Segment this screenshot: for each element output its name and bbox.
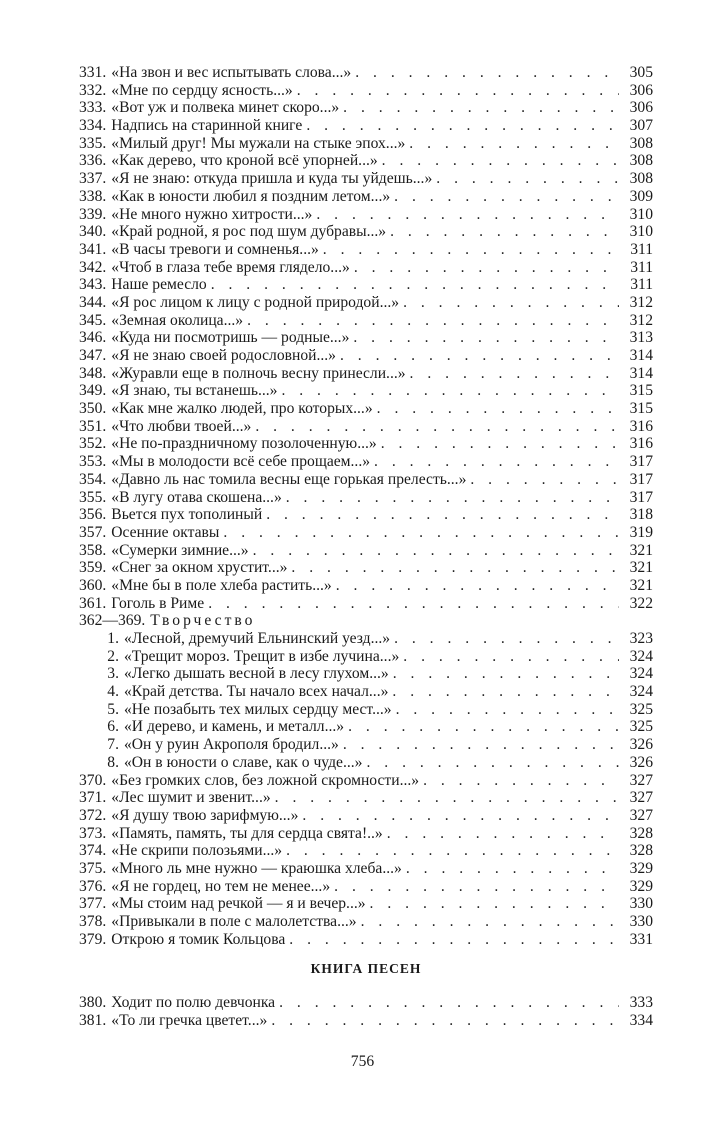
entry-number: 334.: [79, 117, 107, 135]
entry-page: 322: [629, 594, 653, 612]
entry-title: «Земная околица...»: [111, 311, 244, 329]
toc-entry: [79, 312, 653, 330]
entry-title: «Мне по сердцу ясность...»: [111, 81, 293, 99]
dot-leader: [343, 736, 619, 754]
entry-page: 326: [629, 736, 653, 754]
dot-leader: [286, 489, 619, 507]
page-number: 756: [350, 1053, 375, 1070]
entry-page: 321: [629, 576, 653, 594]
entry-page: 325: [629, 700, 653, 718]
dot-leader: [334, 878, 619, 896]
entry-page: 311: [630, 258, 653, 276]
entry-title: «Не скрипи полозьями...»: [111, 842, 283, 860]
entry-number: 6.: [107, 718, 119, 736]
entry-page: 317: [629, 470, 653, 488]
entry-title: «Я не гордец, но тем не менее...»: [111, 877, 331, 895]
toc-entry: [79, 701, 653, 719]
entry-number: 378.: [79, 913, 107, 930]
dot-leader: [208, 595, 619, 613]
dot-leader: [390, 223, 619, 241]
entry-page: 312: [629, 311, 653, 329]
dot-leader: [470, 471, 619, 489]
entry-page: 328: [629, 842, 653, 860]
entry-title: Вьется пух тополиный: [111, 506, 263, 524]
toc-entry: [79, 524, 653, 542]
dot-leader: [382, 152, 619, 170]
entry-page: 323: [629, 630, 653, 647]
dot-leader: [361, 913, 619, 931]
table-of-contents: [79, 64, 653, 1030]
entry-title: «Край родной, я рос под шум дубравы...»: [111, 223, 387, 241]
toc-entry: [79, 595, 653, 613]
entry-title: Творчество: [150, 612, 256, 630]
entry-title: «На звон и вес испытывать слова...»: [111, 64, 352, 81]
entry-number: 332.: [79, 81, 107, 99]
entry-title: «Память, память, ты для сердца свята!..»: [111, 824, 383, 842]
entry-number: 374.: [79, 842, 107, 860]
entry-title: «Я знаю, ты встанешь...»: [111, 382, 278, 400]
dot-leader: [366, 754, 619, 772]
dot-leader: [336, 577, 619, 595]
entry-number: 337.: [79, 170, 107, 188]
dot-leader: [377, 400, 619, 418]
toc-entry: [79, 188, 653, 206]
toc-entry: [79, 99, 653, 117]
toc-entry: [79, 994, 653, 1012]
entry-title: «Не по-праздничному позолоченную...»: [111, 435, 377, 453]
dot-leader: [403, 648, 619, 666]
dot-leader: [353, 329, 619, 347]
entry-title: «Привыкали в поле с малолетства...»: [111, 913, 357, 930]
entry-number: 361.: [79, 594, 107, 612]
dot-leader: [423, 772, 619, 790]
entry-number: 342.: [79, 258, 107, 276]
dot-leader: [271, 1012, 619, 1030]
dot-leader: [340, 347, 619, 365]
entry-page: 327: [629, 789, 653, 807]
entry-page: 317: [629, 453, 653, 471]
entry-title: Наше ремесло: [111, 276, 207, 294]
entry-page: 319: [629, 523, 653, 541]
dot-leader: [374, 453, 619, 471]
dot-leader: [253, 542, 619, 560]
toc-entry: [79, 913, 653, 931]
entry-page: 315: [629, 400, 653, 418]
toc-entry: [79, 435, 653, 453]
toc-list: [79, 64, 653, 948]
entry-number: 346.: [79, 329, 107, 347]
entry-title: Ходит по полю девчонка: [111, 994, 276, 1012]
entry-page: 308: [629, 152, 653, 170]
toc-entry: [79, 206, 653, 224]
entry-title: Осенние октавы: [111, 523, 220, 541]
toc-entry: [79, 665, 653, 683]
entry-page: 313: [629, 329, 653, 347]
dot-leader: [279, 994, 619, 1012]
toc-entry: [79, 825, 653, 843]
entry-title: «В лугу отава скошена...»: [111, 488, 282, 506]
toc-entry: [79, 64, 653, 82]
entry-title: «Сумерки зимние...»: [111, 541, 249, 559]
toc-entry: [79, 135, 653, 153]
toc-entry: [79, 329, 653, 347]
entry-number: 376.: [79, 877, 107, 895]
dot-leader: [275, 789, 619, 807]
entry-number: 352.: [79, 435, 107, 453]
toc-entry: [79, 506, 653, 524]
entry-title: «Край детства. Ты начало всех начал...»: [124, 683, 389, 701]
entry-number: 350.: [79, 400, 107, 418]
entry-number: 381.: [79, 1012, 107, 1030]
dot-leader: [409, 135, 619, 153]
dot-leader: [289, 931, 619, 949]
toc-entry: [79, 789, 653, 807]
entry-title: «Не много нужно хитрости...»: [111, 205, 313, 223]
dot-leader: [387, 825, 619, 843]
entry-number: 354.: [79, 470, 107, 488]
entry-number: 373.: [79, 824, 107, 842]
toc-entry: [79, 648, 653, 666]
dot-leader: [348, 718, 619, 736]
dot-leader: [223, 524, 619, 542]
entry-number: 357.: [79, 523, 107, 541]
entry-number: 375.: [79, 859, 107, 877]
entry-page: 312: [629, 293, 653, 311]
entry-title: Гоголь в Риме: [111, 594, 205, 612]
entry-title: «Давно ль нас томила весны еще горькая прелесть...»: [111, 470, 467, 488]
dot-leader: [355, 64, 619, 82]
dot-leader: [370, 895, 619, 913]
entry-number: 358.: [79, 541, 107, 559]
entry-title: «Как в юности любил я поздним летом...»: [111, 187, 391, 205]
toc-entry: [79, 772, 653, 790]
entry-title: «Чтоб в глаза тебе время глядело...»: [111, 258, 350, 276]
entry-page: 330: [629, 913, 653, 930]
dot-leader: [381, 435, 619, 453]
toc-entry: [79, 895, 653, 913]
entry-number: 351.: [79, 417, 107, 435]
toc-entry: [79, 117, 653, 135]
dot-leader: [286, 842, 619, 860]
entry-page: 324: [629, 665, 653, 683]
entry-page: 314: [629, 347, 653, 364]
entry-page: 310: [629, 205, 653, 223]
entry-number: 340.: [79, 223, 107, 241]
entry-page: 325: [629, 718, 653, 736]
toc-entry: [79, 418, 653, 436]
entry-number: 360.: [79, 576, 107, 594]
dot-leader: [343, 99, 619, 117]
toc-entry: [79, 241, 653, 259]
toc-list-songs: [79, 994, 653, 1029]
entry-title: «Я не знаю: откуда пришла и куда ты уйдешь...»: [111, 170, 433, 188]
entry-page: 306: [629, 99, 653, 117]
entry-number: 3.: [107, 665, 119, 683]
toc-entry: [79, 630, 653, 648]
entry-number: 371.: [79, 789, 107, 807]
entry-title: «Без громких слов, без ложной скромности...»: [111, 771, 420, 789]
dot-leader: [291, 559, 619, 577]
toc-entry: [79, 382, 653, 400]
entry-number: 5.: [107, 700, 119, 718]
dot-leader: [281, 382, 619, 400]
toc-entry: [79, 931, 653, 949]
toc-entry: [79, 718, 653, 736]
entry-number: 8.: [107, 753, 119, 771]
dot-leader: [406, 860, 619, 878]
entry-number: 379.: [79, 930, 107, 948]
entry-page: 318: [629, 506, 653, 524]
entry-page: 330: [629, 895, 653, 913]
dot-leader: [255, 418, 619, 436]
toc-entry: [79, 471, 653, 489]
entry-title: «Я душу твою зарифмую...»: [111, 806, 299, 824]
entry-page: 311: [630, 276, 653, 294]
dot-leader: [316, 206, 619, 224]
entry-title: «Трещит мороз. Трещит в избе лучина...»: [124, 647, 400, 665]
entry-number: 349.: [79, 382, 107, 400]
entry-number: 335.: [79, 134, 107, 152]
toc-entry: [79, 577, 653, 595]
entry-title: «Как мне жалко людей, про которых...»: [111, 400, 373, 418]
entry-page: 327: [629, 771, 653, 789]
entry-page: 311: [630, 240, 653, 258]
toc-entry: [79, 542, 653, 560]
dot-leader: [393, 665, 619, 683]
toc-entry: [79, 736, 653, 754]
toc-entry: [79, 878, 653, 896]
entry-title: Надпись на старинной книге: [111, 117, 303, 135]
toc-entry: [79, 400, 653, 418]
entry-page: 314: [629, 364, 653, 382]
entry-page: 321: [629, 541, 653, 559]
entry-number: 343.: [79, 276, 107, 294]
entry-title: «Он в юности о славе, как о чуде...»: [124, 753, 363, 771]
entry-page: 333: [629, 994, 653, 1012]
entry-page: 307: [629, 117, 653, 135]
entry-title: «То ли гречка цветет...»: [111, 1012, 268, 1030]
dot-leader: [211, 276, 619, 294]
dot-leader: [247, 312, 619, 330]
entry-title: «Как дерево, что кроной всё упорней...»: [111, 152, 378, 170]
entry-title: «В часы тревоги и сомненья...»: [111, 240, 319, 258]
toc-entry: [79, 807, 653, 825]
entry-number: 355.: [79, 488, 107, 506]
entry-page: 306: [629, 81, 653, 99]
toc-entry: [79, 152, 653, 170]
entry-title: «Вот уж и полвека минет скоро...»: [111, 99, 340, 117]
toc-entry: [79, 559, 653, 577]
dot-leader: [392, 683, 619, 701]
entry-title: «Много ль мне нужно — краюшка хлеба...»: [111, 859, 402, 877]
dot-leader: [306, 117, 619, 135]
entry-number: 353.: [79, 453, 107, 471]
toc-entry: [79, 683, 653, 701]
toc-entry: [79, 276, 653, 294]
toc-entry: [79, 82, 653, 100]
entry-page: 324: [629, 647, 653, 665]
entry-number: 356.: [79, 506, 107, 524]
entry-page: 324: [629, 683, 653, 701]
entry-page: 315: [629, 382, 653, 400]
entry-page: 334: [629, 1012, 653, 1030]
dot-leader: [403, 294, 619, 312]
entry-number: 362—369.: [79, 612, 146, 630]
toc-entry: [79, 453, 653, 471]
entry-title: «Не позабыть тех милых сердцу мест...»: [124, 700, 392, 718]
entry-title: «Он у руин Акрополя бродил...»: [124, 736, 339, 754]
entry-page: 316: [629, 435, 653, 453]
entry-title: «Что любви твоей...»: [111, 417, 252, 435]
entry-page: 316: [629, 417, 653, 435]
dot-leader: [396, 701, 619, 719]
entry-number: 341.: [79, 240, 107, 258]
entry-title: «Снег за окном хрустит...»: [111, 559, 288, 577]
dot-leader: [266, 506, 619, 524]
entry-page: 317: [629, 488, 653, 506]
dot-leader: [302, 807, 619, 825]
entry-page: 309: [629, 187, 653, 205]
entry-number: 336.: [79, 152, 107, 170]
toc-entry: [79, 1012, 653, 1030]
entry-title: «Мне бы в поле хлеба растить...»: [111, 576, 332, 594]
entry-number: 345.: [79, 311, 107, 329]
entry-number: 333.: [79, 99, 107, 117]
entry-title: «Лес шумит и звенит...»: [111, 789, 271, 807]
dot-leader: [354, 259, 619, 277]
entry-number: 7.: [107, 736, 119, 754]
dot-leader: [323, 241, 619, 259]
entry-number: 4.: [107, 683, 119, 701]
entry-page: 329: [629, 859, 653, 877]
dot-leader: [297, 82, 619, 100]
entry-title: «Мы в молодости всё себе прощаем...»: [111, 453, 371, 471]
entry-number: 338.: [79, 187, 107, 205]
entry-page: 329: [629, 877, 653, 895]
dot-leader: [436, 170, 619, 188]
entry-title: «Я рос лицом к лицу с родной природой...»: [111, 293, 400, 311]
toc-entry: [79, 294, 653, 312]
entry-title: «Я не знаю своей родословной...»: [111, 347, 336, 364]
entry-number: 377.: [79, 895, 107, 913]
entry-page: 308: [629, 134, 653, 152]
entry-number: 339.: [79, 205, 107, 223]
entry-page: 310: [629, 223, 653, 241]
toc-entry: [79, 259, 653, 277]
toc-entry: [79, 170, 653, 188]
entry-number: 344.: [79, 293, 107, 311]
entry-title: «Мы стоим над речкой — я и вечер...»: [111, 895, 366, 913]
toc-entry: [79, 365, 653, 383]
entry-title: «Журавли еще в полночь весну принесли...»: [111, 364, 406, 382]
toc-group-heading: [79, 612, 653, 630]
entry-page: 308: [629, 170, 653, 188]
entry-number: 359.: [79, 559, 107, 577]
entry-number: 1.: [107, 630, 119, 647]
entry-page: 326: [629, 753, 653, 771]
entry-number: 370.: [79, 771, 107, 789]
entry-number: 372.: [79, 806, 107, 824]
toc-entry: [79, 842, 653, 860]
entry-title: «Куда ни посмотришь — родные...»: [111, 329, 350, 347]
entry-title: Открою я томик Кольцова: [111, 930, 286, 948]
entry-title: «Лесной, дремучий Ельнинский уезд...»: [124, 630, 391, 647]
dot-leader: [394, 188, 619, 206]
toc-entry: [79, 347, 653, 365]
entry-title: «Легко дышать весной в лесу глухом...»: [124, 665, 389, 683]
dot-leader: [394, 630, 619, 648]
entry-page: 321: [629, 559, 653, 577]
entry-title: «Милый друг! Мы мужали на стыке эпох...»: [111, 134, 406, 152]
entry-title: «И дерево, и камень, и металл...»: [124, 718, 345, 736]
entry-page: 327: [629, 806, 653, 824]
toc-entry: [79, 489, 653, 507]
entry-number: 348.: [79, 364, 107, 382]
section-heading: КНИГА ПЕСЕН: [310, 961, 422, 977]
entry-number: 380.: [79, 994, 107, 1012]
entry-page: 328: [629, 824, 653, 842]
entry-page: 305: [629, 64, 653, 81]
entry-page: 331: [629, 930, 653, 948]
dot-leader: [410, 365, 619, 383]
toc-entry: [79, 860, 653, 878]
toc-entry: [79, 223, 653, 241]
entry-number: 331.: [79, 64, 107, 81]
entry-number: 347.: [79, 347, 107, 364]
toc-entry: [79, 754, 653, 772]
entry-number: 2.: [107, 647, 119, 665]
